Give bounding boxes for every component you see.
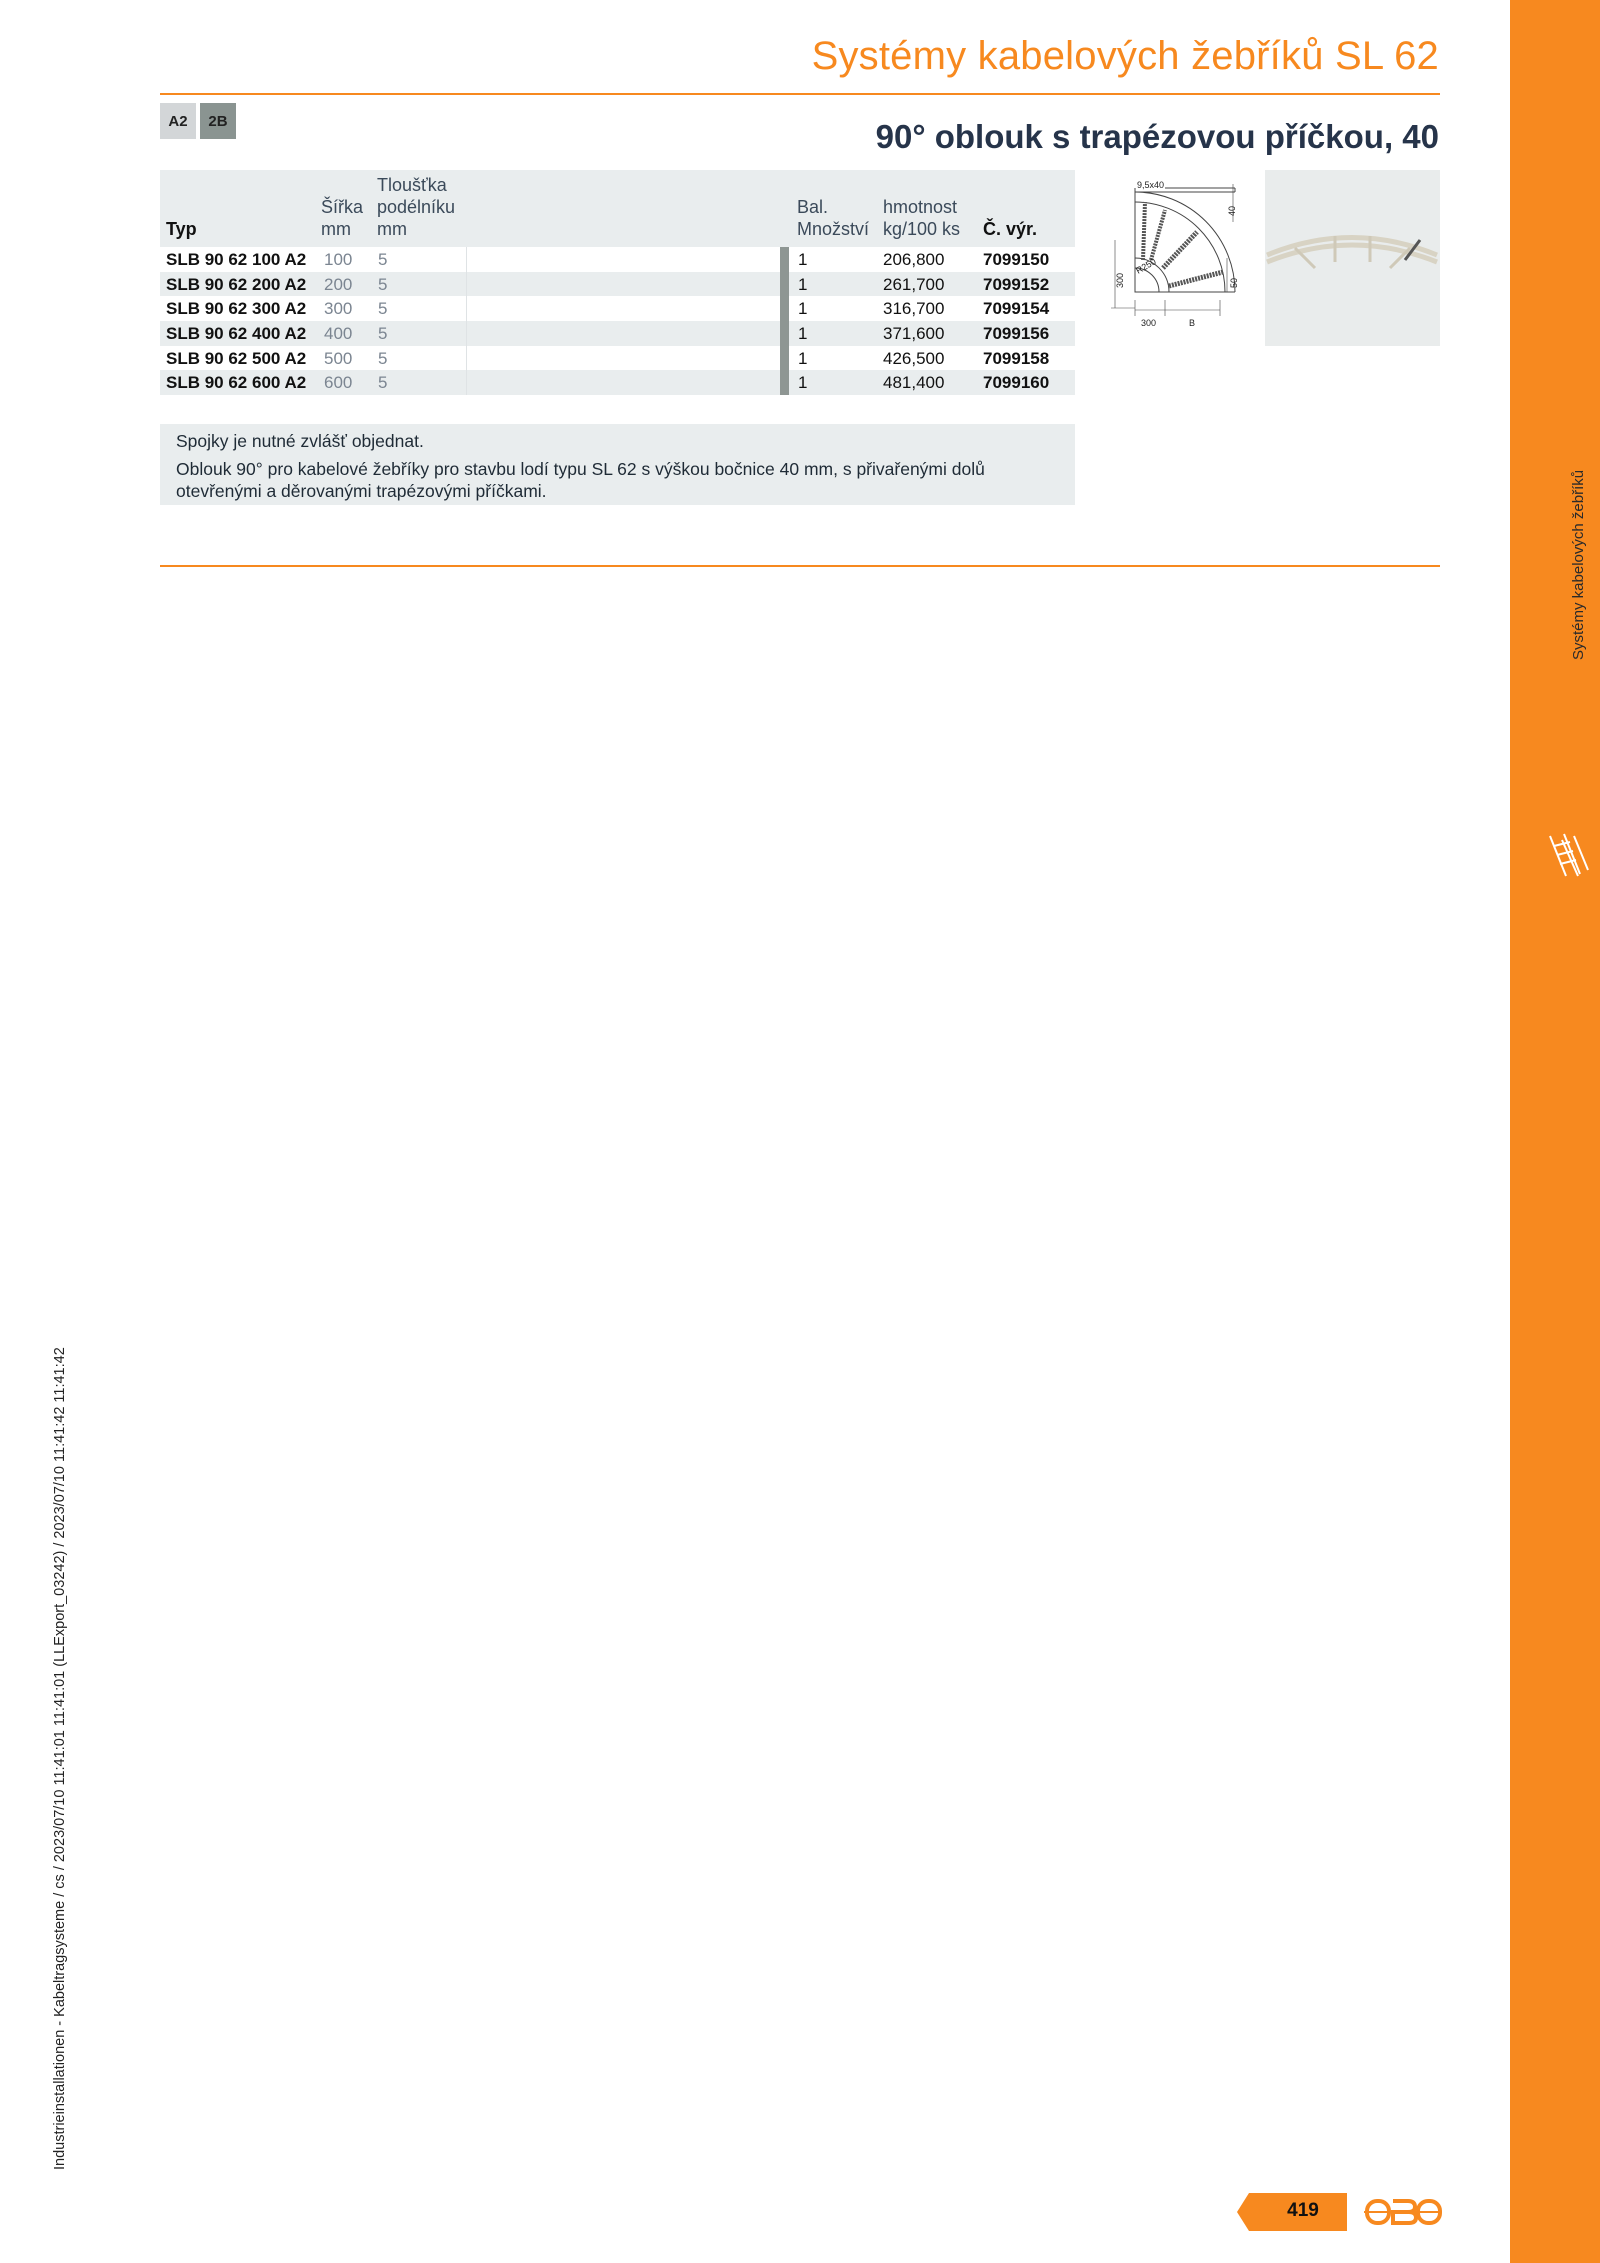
sidebar-band: [1510, 0, 1600, 2263]
badge-surface-2b: 2B: [200, 103, 236, 139]
dim-label-bottom-left: 300: [1141, 318, 1157, 328]
cable-ladder-bend-image: [1265, 170, 1440, 346]
table-row: SLB 90 62 400 A2 400 5 1 371,600 7099156: [160, 321, 1075, 346]
export-metadata: Industrieinstallationen - Kabeltragsysteme / cs / 2023/07/10 11:41:01 11:41:01 (LLExport_03242) / 2023/07/10 11:41:42 11:41:42: [52, 1347, 68, 2170]
table-row: SLB 90 62 600 A2 600 5 1 481,400 7099160: [160, 370, 1075, 395]
note-description-line1: Oblouk 90° pro kabelové žebříky pro stavbu lodí typu SL 62 s výškou bočnice 40 mm, s přivařenými dolů: [176, 459, 985, 479]
note-description-line2: otevřenými a děrovanými trapézovými příčkami.: [176, 481, 547, 501]
cable-ladder-icon: [1544, 826, 1590, 886]
badge-material-a2: A2: [160, 103, 196, 139]
table-row: SLB 90 62 500 A2 500 5 1 426,500 7099158: [160, 346, 1075, 371]
col-header-cislo: Č. výr.: [983, 219, 1038, 239]
col-header-hmotnost: hmotnost kg/100 ks: [883, 197, 961, 239]
dim-label-bottom-right: B: [1189, 318, 1196, 328]
material-badges: [160, 103, 236, 139]
dim-label-profile: 9,5x40: [1137, 180, 1165, 190]
dim-label-left: 300: [1115, 272, 1125, 288]
brand-name: OBO: [1364, 2195, 1367, 2196]
dim-label-radius: R250: [1134, 256, 1158, 276]
document-title: Systémy kabelových žebříků SL 62: [811, 34, 1439, 78]
obo-logo: [1364, 2195, 1442, 2229]
dim-label-height: 40: [1227, 205, 1237, 216]
sidebar-section-label: Systémy kabelových žebříků: [1570, 469, 1587, 660]
table-row: SLB 90 62 300 A2 300 5 1 316,700 7099154: [160, 296, 1075, 321]
col-header-typ: Typ: [166, 219, 197, 239]
dim-label-right: 50: [1229, 277, 1239, 288]
product-table: [160, 170, 1075, 395]
table-header: [160, 170, 1075, 247]
header-divider: [160, 93, 1440, 95]
col-header-baleni: Bal. Množství: [797, 197, 870, 239]
page-number: 419: [1287, 2200, 1319, 2221]
product-notes: [160, 424, 1075, 505]
product-title: 90° oblouk s trapézovou příčkou, 40: [875, 118, 1439, 155]
col-header-sirka: Šířka mm: [321, 197, 364, 239]
col-header-tloustka: Tloušťka podélníku mm: [377, 175, 456, 239]
product-photo: [1265, 170, 1440, 346]
note-connectors: Spojky je nutné zvlášť objednat.: [176, 431, 424, 451]
table-row: SLB 90 62 200 A2 200 5 1 261,700 7099152: [160, 272, 1075, 297]
section-divider: [160, 565, 1440, 567]
technical-drawing: [1105, 180, 1240, 345]
table-row: SLB 90 62 100 A2 100 5 1 206,800 7099150: [160, 247, 1075, 272]
